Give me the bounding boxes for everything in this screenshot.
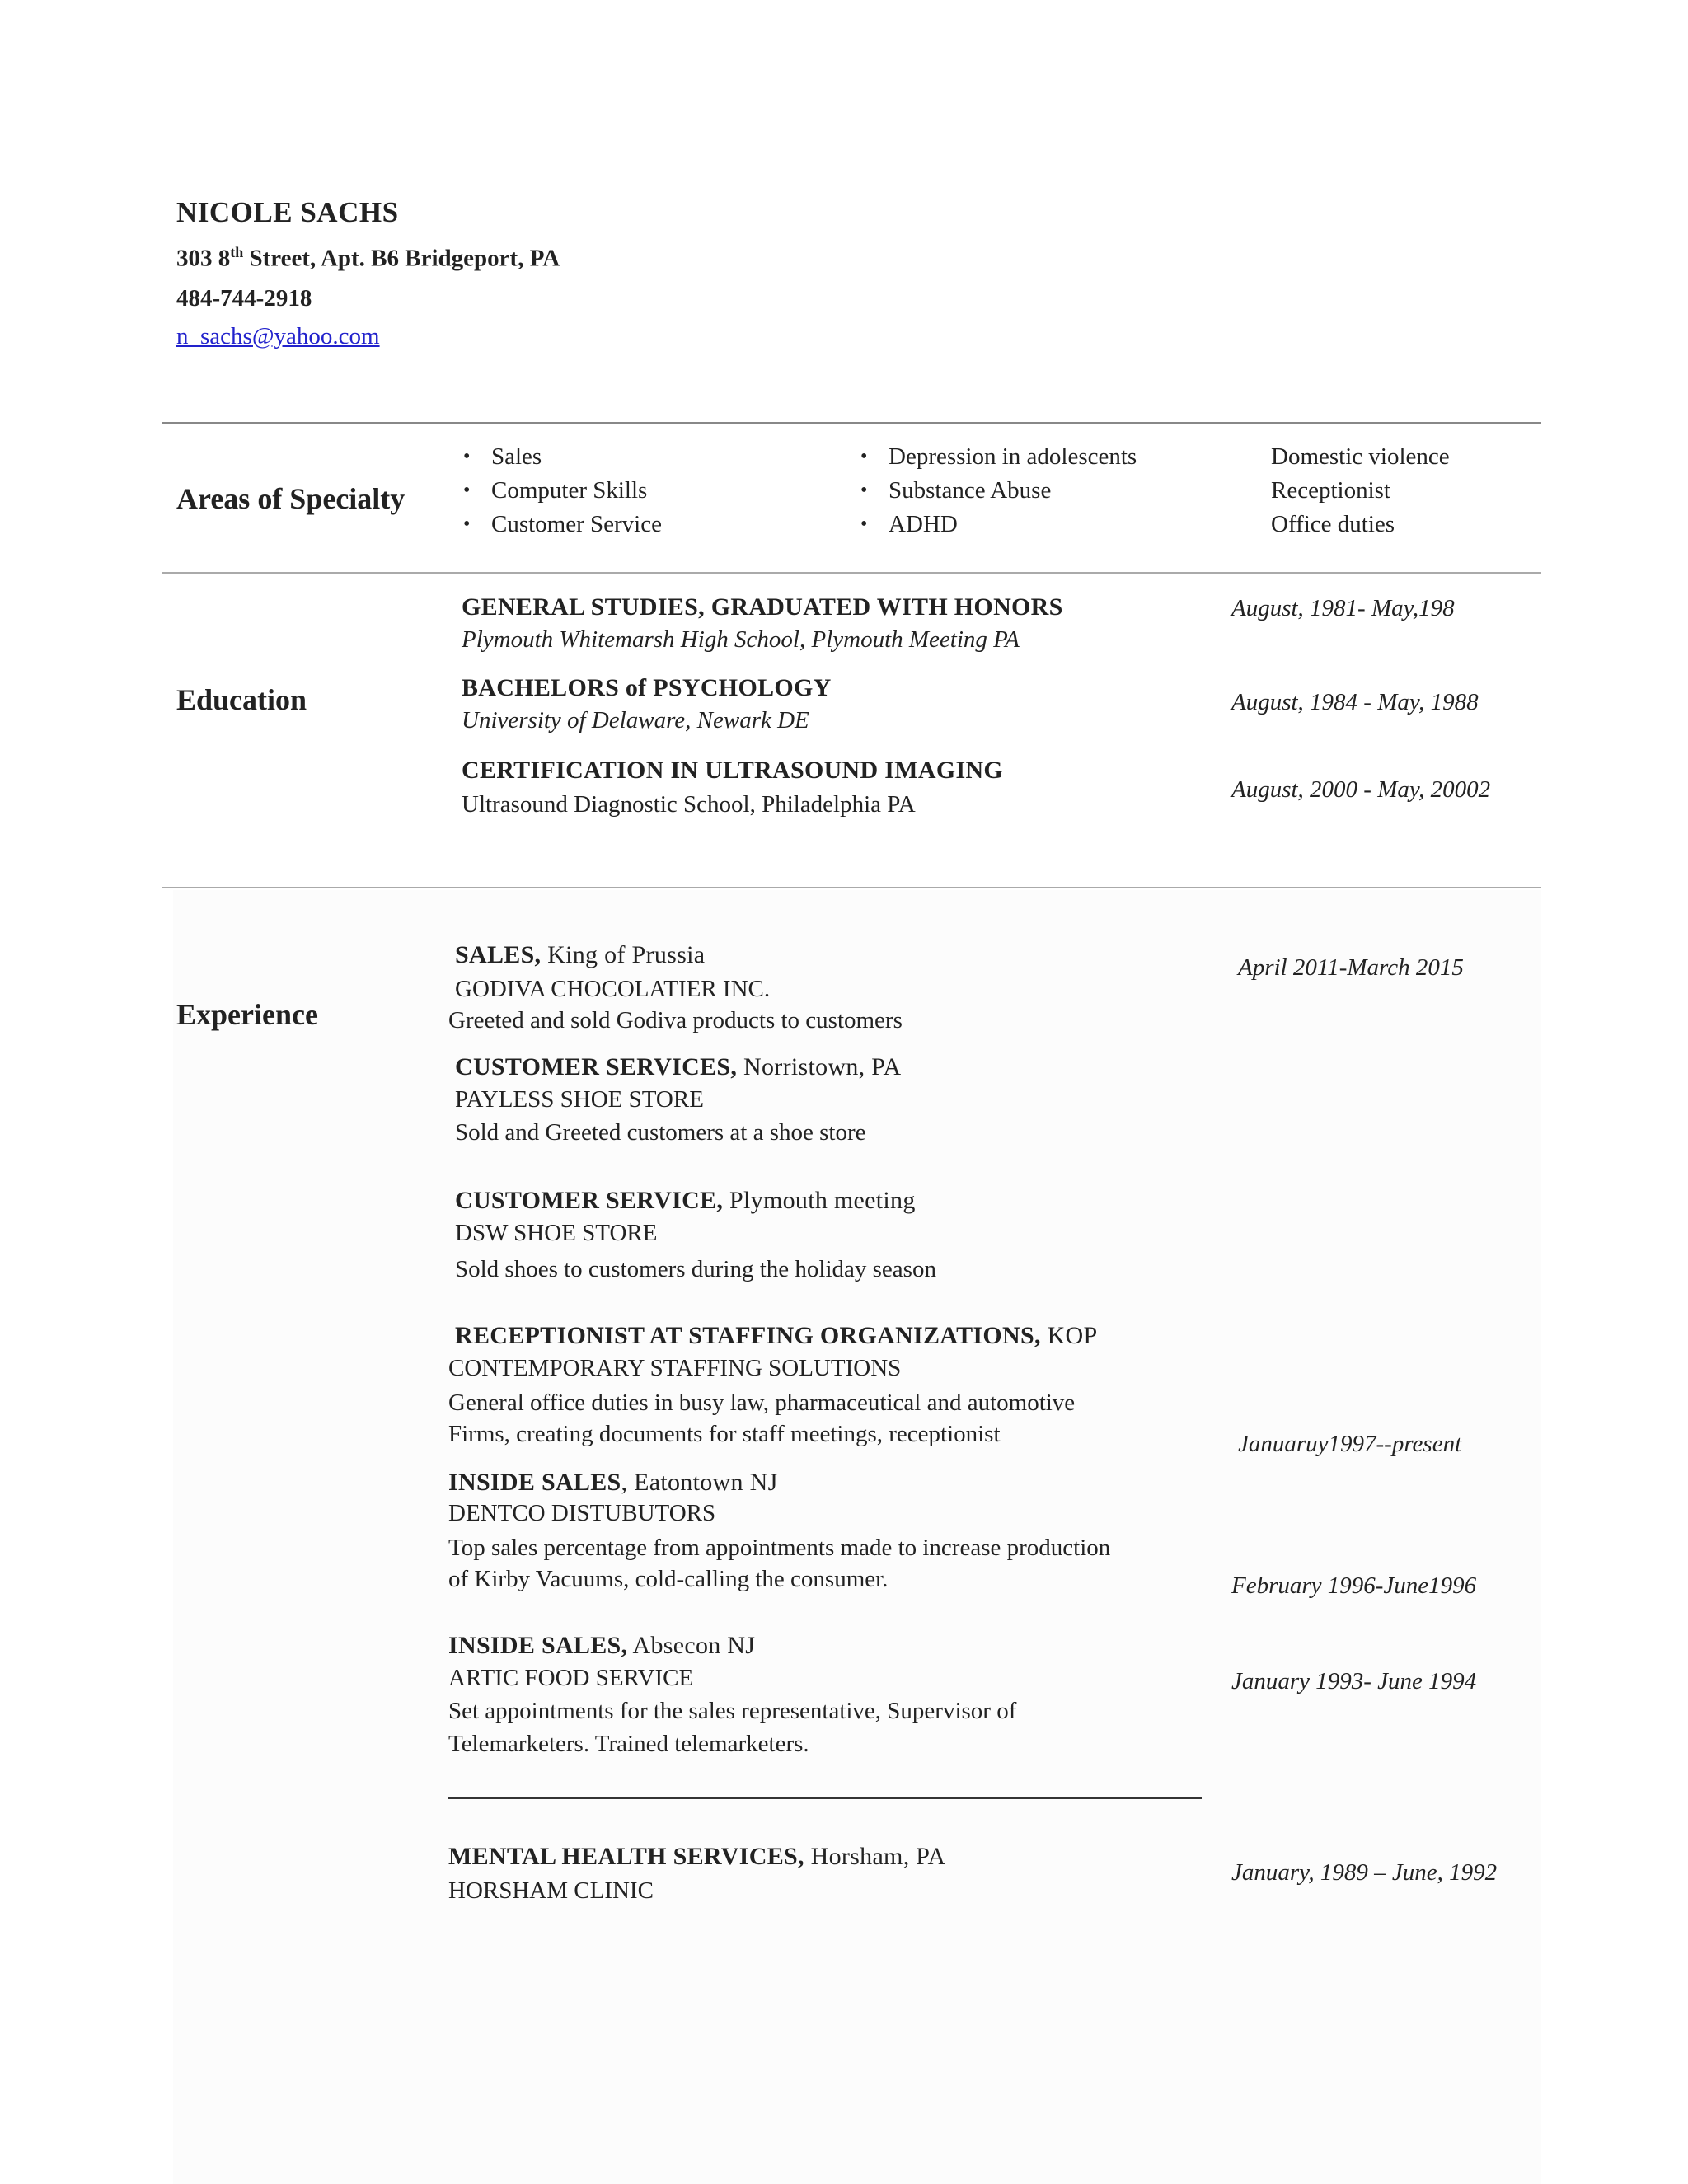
job-date: January 1993- June 1994 [1231, 1668, 1477, 1694]
address [176, 244, 560, 273]
job-role: INSIDE SALES, [448, 1632, 628, 1659]
address-number: 303 8 [176, 245, 231, 272]
education-title: BACHELORS of PSYCHOLOGY [462, 674, 832, 701]
section-rule [448, 1797, 1202, 1799]
divider [162, 887, 1541, 888]
job-description: Greeted and sold Godiva products to customers [448, 1007, 903, 1033]
job-description: Firms, creating documents for staff meetings, receptionist [448, 1421, 1001, 1447]
job-role: INSIDE SALES [448, 1469, 621, 1496]
job-role: CUSTOMER SERVICE, [455, 1187, 724, 1214]
job-title [448, 1469, 778, 1497]
specialty-heading: Areas of Specialty [176, 482, 406, 515]
education-date: August, 1984 - May, 1988 [1231, 689, 1479, 715]
experience-heading: Experience [176, 998, 318, 1031]
education-date: August, 1981- May,198 [1231, 595, 1455, 621]
specialty-column-3 [1271, 440, 1450, 541]
email-link[interactable]: n_sachs@yahoo.com [176, 323, 380, 349]
specialty-column-1 [462, 440, 662, 541]
job-company: HORSHAM CLINIC [448, 1877, 654, 1904]
divider [162, 422, 1541, 424]
job-location: Horsham, PA [804, 1843, 946, 1870]
divider [162, 572, 1541, 574]
job-title [455, 1187, 916, 1215]
education-heading: Education [176, 683, 307, 716]
education-school: Ultrasound Diagnostic School, Philadelphia PA [462, 791, 916, 818]
job-location: Norristown, PA [737, 1053, 902, 1080]
job-description: Set appointments for the sales representative, Supervisor of [448, 1698, 1017, 1724]
specialty-item: • ADHD [859, 508, 1137, 541]
specialty-item: • Computer Skills [462, 474, 662, 508]
phone-number: 484-744-2918 [176, 285, 312, 312]
job-role: SALES, [455, 941, 542, 968]
address-suffix: th [230, 244, 244, 260]
job-title [455, 941, 705, 969]
job-role: RECEPTIONIST AT STAFFING ORGANIZATIONS, [455, 1322, 1041, 1349]
job-location: , Eatontown NJ [621, 1469, 778, 1496]
education-title: CERTIFICATION IN ULTRASOUND IMAGING [462, 757, 1004, 784]
job-title [455, 1053, 901, 1081]
job-location: Absecon NJ [627, 1632, 756, 1659]
education-title: GENERAL STUDIES, GRADUATED WITH HONORS [462, 593, 1063, 621]
specialty-item: Receptionist [1271, 477, 1390, 504]
job-description: of Kirby Vacuums, cold-calling the consumer. [448, 1566, 889, 1592]
specialty-item: • Depression in adolescents [859, 440, 1137, 474]
specialty-item: • Substance Abuse [859, 474, 1137, 508]
job-date: January, 1989 – June, 1992 [1231, 1859, 1498, 1886]
job-location: KOP [1040, 1322, 1098, 1349]
job-company: DSW SHOE STORE [455, 1220, 658, 1246]
education-date: August, 2000 - May, 20002 [1231, 776, 1491, 803]
job-title [448, 1843, 946, 1871]
specialty-item: Domestic violence [1271, 443, 1450, 470]
education-school: University of Delaware, Newark DE [462, 707, 809, 733]
address-street: Street, Apt. B6 Bridgeport, PA [243, 245, 560, 272]
specialty-item: Office duties [1271, 511, 1395, 537]
job-company: PAYLESS SHOE STORE [455, 1086, 704, 1113]
job-location: King of Prussia [541, 941, 706, 968]
specialty-column-2 [859, 440, 1137, 541]
job-description: Top sales percentage from appointments made to increase production [448, 1535, 1111, 1561]
job-title [448, 1632, 755, 1660]
job-description: Sold shoes to customers during the holiday season [455, 1256, 936, 1282]
specialty-item: • Customer Service [462, 508, 662, 541]
job-company: DENTCO DISTUBUTORS [448, 1500, 716, 1526]
job-date: April 2011-March 2015 [1238, 954, 1464, 981]
job-company: CONTEMPORARY STAFFING SOLUTIONS [448, 1355, 902, 1381]
job-date: Januaruy1997--present [1238, 1431, 1462, 1457]
education-school: Plymouth Whitemarsh High School, Plymouth Meeting PA [462, 626, 1020, 653]
job-company: GODIVA CHOCOLATIER INC. [455, 976, 771, 1002]
job-role: CUSTOMER SERVICES, [455, 1053, 738, 1080]
job-description: General office duties in busy law, pharmaceutical and automotive [448, 1390, 1076, 1416]
job-title [455, 1322, 1097, 1350]
job-role: MENTAL HEALTH SERVICES, [448, 1843, 804, 1870]
job-location: Plymouth meeting [723, 1187, 916, 1214]
job-company: ARTIC FOOD SERVICE [448, 1665, 694, 1691]
applicant-name: NICOLE SACHS [176, 196, 399, 228]
job-description: Sold and Greeted customers at a shoe store [455, 1119, 866, 1146]
job-description: Telemarketers. Trained telemarketers. [448, 1731, 809, 1757]
specialty-item: • Sales [462, 440, 662, 474]
job-date: February 1996-June1996 [1231, 1572, 1477, 1599]
